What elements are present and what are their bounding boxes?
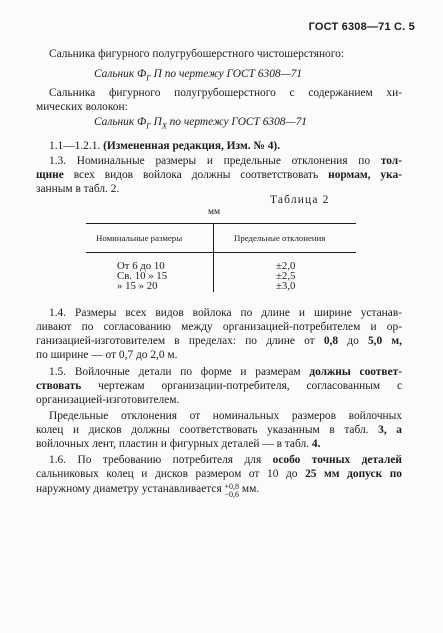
text-line: организацией-изготовителем. — [36, 394, 180, 406]
text-run-bold: нормам, ука- — [328, 169, 402, 181]
text-run-bold: особо точных деталей — [272, 454, 402, 466]
paragraph-1-4 — [36, 306, 402, 362]
table-cell-deviation: ±2,0 — [276, 260, 296, 272]
text-run: мм. — [239, 483, 260, 495]
paragraph-deviations — [36, 409, 402, 451]
text-run: 1.3. Номинальные размеры и предельные отклонения по — [49, 155, 381, 167]
designation-mid: П — [150, 116, 162, 128]
text-line — [36, 467, 402, 481]
text-line: по ширине — от 0,7 до 2,0 м. — [36, 349, 178, 361]
text-run: чертежам организации-потребителя, согласованным с — [81, 380, 402, 392]
text-line — [36, 334, 402, 348]
text-line: Сальника фигурного полугрубошерстного с содержанием хи- — [49, 87, 402, 99]
change-note: (Измененная редакция, Изм. № 4). — [103, 140, 281, 152]
text-line: мических волокон: — [36, 101, 128, 113]
paragraph-1-6 — [36, 453, 402, 499]
table-cell-deviation: ±3,0 — [276, 280, 296, 292]
paragraph-seal-wool: Сальника фигурного полугрубошерстного чистошерстяного: — [49, 48, 344, 60]
text-run: 1.6. По требованию потребителя для — [49, 454, 273, 466]
table-caption: Таблица 2 — [270, 194, 330, 206]
designation-seal-px — [94, 115, 307, 133]
text-run-bold: щине — [36, 169, 64, 181]
text-run: сальниковых колец и дисков размером от 10 до — [36, 468, 306, 480]
text-run-bold: должны соответ- — [309, 366, 402, 378]
text-run-bold: 5,0 м, — [367, 335, 402, 347]
table-header — [86, 224, 356, 253]
page-header: ГОСТ 6308—71 С. 5 — [308, 21, 415, 33]
text-line — [36, 482, 402, 499]
text-line: ливают по согласованию между организацией-потребителем и ор- — [36, 321, 402, 333]
table-unit: мм — [208, 207, 221, 217]
designation-suffix: П по чертежу ГОСТ 6308—71 — [150, 68, 303, 80]
text-line — [36, 365, 402, 379]
table-cell-deviation: ±2,5 — [276, 270, 296, 282]
clause-ref: 1.1—1.2.1. — [49, 140, 104, 152]
text-run-bold: тол- — [380, 155, 402, 167]
text-run-bold: 25 мм допуск по — [305, 468, 402, 480]
paragraph-1-3 — [36, 154, 402, 196]
column-divider — [213, 224, 214, 292]
text-run-bold: 0,8 — [323, 335, 339, 347]
column-header-deviation: Предельные отклонения — [234, 233, 326, 243]
paragraph-change-note — [36, 139, 402, 153]
tolerance-lower: −0,6 — [224, 490, 240, 499]
text-run: всех видов войлока должны соответствовать — [63, 169, 329, 181]
text-line: 1.4. Размеры всех видов войлока по длине и ширине устанав- — [49, 307, 402, 319]
paragraph-seal-chemical — [36, 86, 402, 114]
text-line — [36, 154, 402, 168]
paragraph-1-5 — [36, 365, 402, 407]
text-run: 1.5. Войлочные детали по форме и размерам — [49, 366, 310, 378]
designation-subscript-2: Х — [161, 121, 167, 131]
column-header-nominal: Номинальные размеры — [96, 233, 183, 243]
text-line — [36, 168, 402, 182]
designation-prefix: Сальник Ф — [94, 116, 147, 128]
text-run: ганизацией-изготовителем в пределах: по длине от — [36, 335, 324, 347]
text-run: наружному диаметру устанавливается — [36, 483, 225, 495]
text-line — [36, 423, 402, 437]
text-line — [36, 437, 402, 451]
text-line — [36, 379, 402, 393]
designation-suffix: по чертежу ГОСТ 6308—71 — [166, 116, 308, 128]
text-line: Предельные отклонения от номинальных размеров войлочных — [49, 410, 402, 422]
text-line: занным в табл. 2. — [36, 183, 120, 195]
dimensions-table — [86, 223, 356, 292]
designation-subscript: Г — [146, 73, 151, 83]
table-cell-nominal: Св. 10 » 15 — [117, 270, 168, 282]
designation-prefix: Сальник Ф — [94, 68, 147, 80]
table-cell-nominal: От 6 до 10 — [117, 260, 165, 272]
text-run: войлочных лент, пластин и фигурных деталей — в табл. — [36, 438, 312, 450]
text-run: до — [338, 335, 368, 347]
table-cell-nominal: » 15 » 20 — [117, 280, 158, 292]
tolerance-fraction — [225, 483, 240, 499]
tolerance-upper: +0,8 — [224, 482, 240, 491]
text-run-bold: ствовать — [36, 380, 82, 392]
text-line — [36, 453, 402, 467]
text-run-bold: 3, а — [378, 424, 402, 436]
designation-subscript: Г — [146, 121, 151, 131]
text-run-bold: 4. — [311, 438, 321, 450]
text-run: колец и дисков должны соответствовать указанным в табл. — [36, 424, 379, 436]
designation-seal-p — [94, 67, 302, 85]
